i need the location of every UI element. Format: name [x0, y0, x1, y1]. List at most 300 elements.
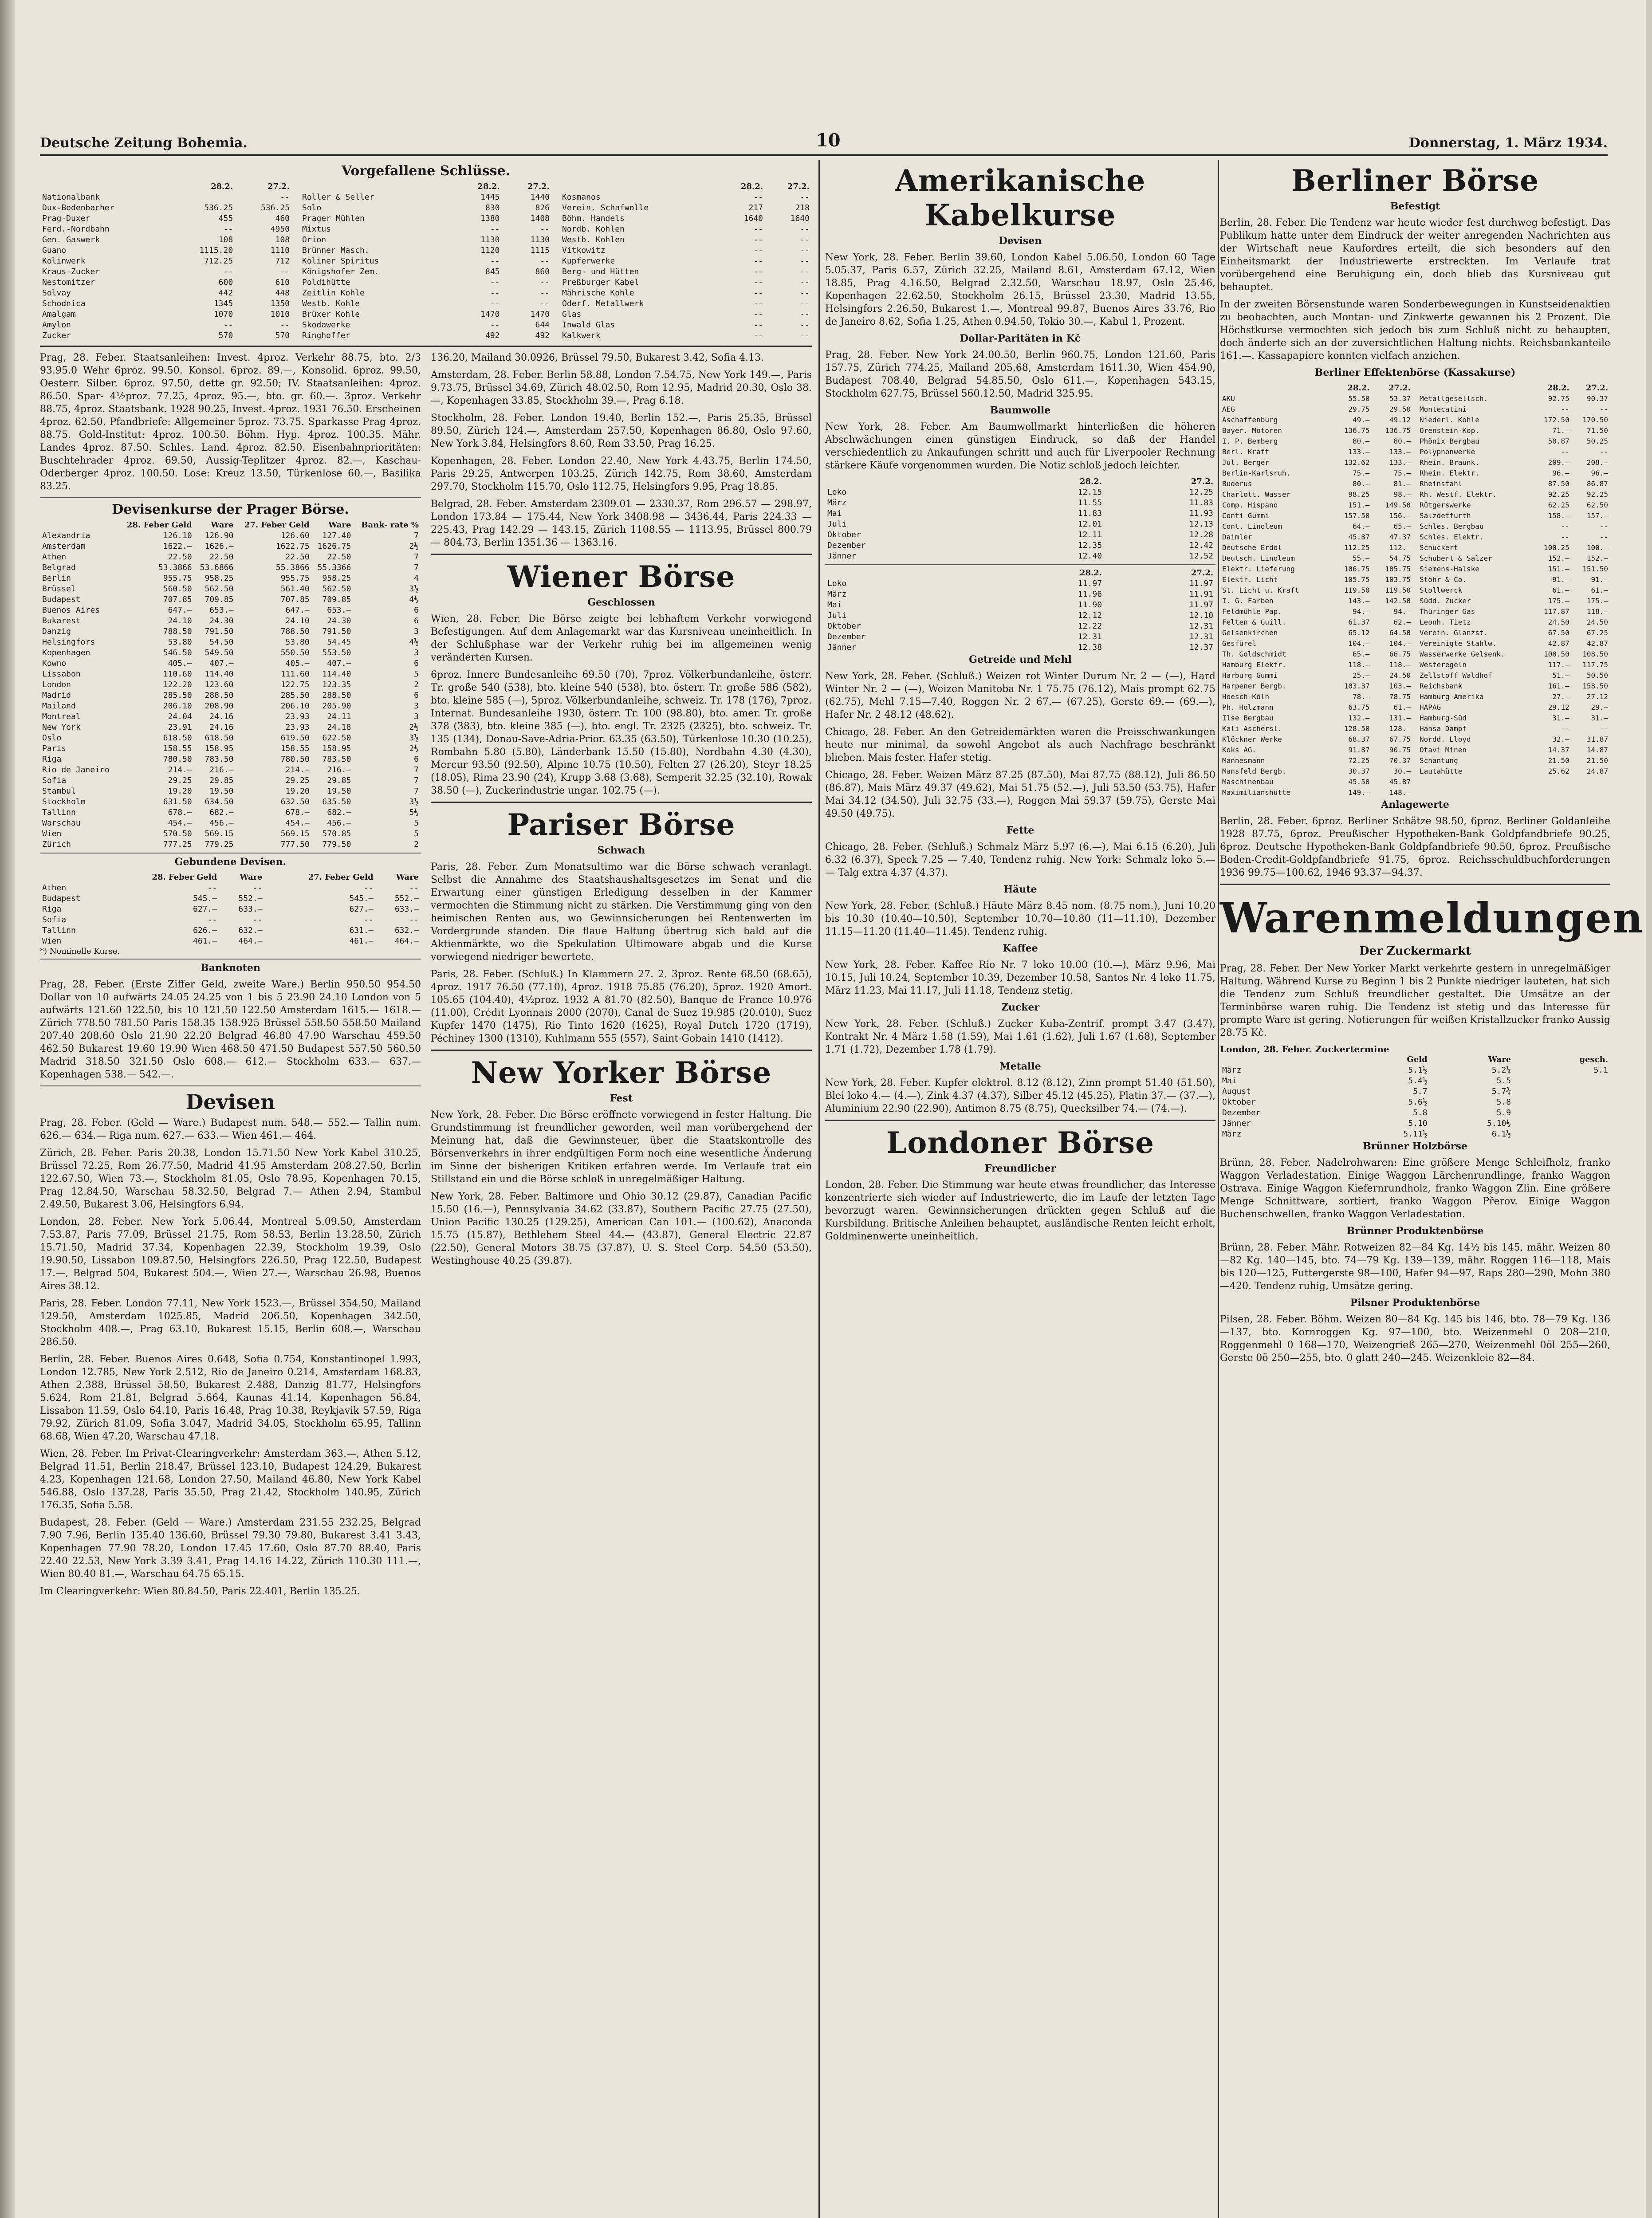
article-text: Paris, 28. Feber. London 77.11, New York 1523.—, Brüssel 354.50, Mailand 129.50, Amsterdam 1025.85, Madrid 206.50, Kopenhagen 342.50, Stockholm 408.—, Prag 63.10, Bukarest 15.15, Berlin 608.—, Warschau 286.50.: [40, 1298, 421, 1348]
table-cell: 133.—: [1389, 458, 1411, 467]
table-row: [40, 904, 421, 915]
effekten-tables: [1220, 383, 1610, 798]
table-row: [825, 530, 1215, 540]
article-text: Paris, 28. Feber. Zum Monatsultimo war die Börse schwach veranlagt. Selbst die Annahme des Staatshaushaltsgesetzes im Senat und die Erwartung einer günstigen Erledigung desselben in der Kammer vermochten die Stimmung nicht zu stärken. Die Verstimmung ging von den heimischen Renten aus, wo Gewinnsicherungen bei Rentenwerten im Vordergrunde standen. Die flaue Haltung übertrug sich bald auf die Aktienmärkte, wo die Spekulation Ultimoware abgab und die Kurse vorwiegend niedriger bewertete.: [431, 861, 812, 963]
article-text: Chicago, 28. Feber. An den Getreidemärkten waren die Preisschwankungen heute nur minimal, da sowohl Angebot als auch Nachfrage beschränkt blieben. Mais fester. Hafer stetig.: [825, 727, 1215, 763]
table-cell: 208.90: [205, 701, 234, 711]
table-cell: 653.—: [209, 606, 234, 615]
section-title: New Yorker Börse: [471, 1055, 772, 1090]
table-cell: 7: [414, 776, 419, 785]
table-cell: --: [540, 224, 550, 234]
table-cell: 632.—: [238, 926, 263, 935]
table-cell: Mai: [827, 509, 842, 518]
stock-table: [1220, 383, 1413, 798]
table-row: [40, 192, 292, 203]
table-cell: 80.—: [1353, 480, 1370, 488]
table-cell: 550.50: [280, 648, 310, 657]
table-cell: 5: [414, 669, 419, 679]
table-row: [300, 192, 552, 203]
table-cell: 1130: [480, 235, 500, 244]
table-cell: 29.85: [327, 776, 351, 785]
table-cell: 90.37: [1586, 394, 1608, 403]
table-cell: 24.50: [1586, 618, 1608, 626]
table-row: [300, 235, 552, 245]
table-row: [1417, 713, 1610, 724]
article-text: New York, 28. Feber. Kupfer elektrol. 8.12 (8.12), Zinn prompt 51.40 (51.50), Blei loko 4.— (4.—), Zink 4.37 (4.37), Silber 45.12 (45.25), Platin 37.— (37.—), Aluminium 22.90 (22.90), Antimon 8.75 (8.75), Quecksilber 74.— (74.—).: [825, 1078, 1215, 1114]
table-cell: Rio de Janeiro: [42, 765, 110, 775]
table-row: [40, 626, 421, 637]
table-cell: Oktober: [827, 530, 861, 539]
table-cell: 712: [275, 256, 290, 266]
table-row: [40, 743, 421, 754]
table-row: [40, 330, 292, 341]
table-cell: 707.85: [163, 595, 192, 604]
table-row: [1220, 692, 1413, 702]
table-cell: 456.—: [209, 818, 234, 828]
table-row: [40, 839, 421, 850]
table-row: [1417, 670, 1610, 681]
table-cell: 118.—: [1348, 661, 1370, 669]
column-header: 27. Feber Geld: [308, 873, 374, 882]
table-row: [560, 288, 812, 299]
table-cell: Orion: [302, 235, 326, 244]
scan-edge-right: [1646, 0, 1652, 2218]
table-cell: 777.25: [163, 840, 192, 849]
table-cell: 1440: [530, 193, 550, 202]
table-cell: 158.95: [322, 744, 351, 753]
table-cell: 91.—: [1591, 575, 1608, 584]
table-row: [560, 245, 812, 256]
table-cell: 5.9: [1496, 1108, 1511, 1117]
table-cell: Wien: [42, 936, 62, 946]
section-title: Amerikanische Kabelkurse: [895, 163, 1146, 232]
table-cell: 4950: [270, 224, 290, 234]
table-cell: 545.—: [193, 894, 217, 903]
table-row: [825, 621, 1215, 632]
table-cell: 64.50: [1389, 629, 1411, 637]
table-cell: Niederl. Kohle: [1420, 416, 1479, 424]
table-row: [1417, 574, 1610, 585]
table-cell: Oktober: [827, 621, 861, 631]
table-cell: 1470: [480, 310, 500, 319]
table-cell: 570: [275, 331, 290, 340]
table-cell: 618.50: [163, 733, 192, 743]
article-text: Chicago, 28. Feber. Weizen März 87.25 (87.50), Mai 87.75 (88.12), Juli 86.50 (86.87), Mais März 49.37 (49.62), Mai 51.75 (52.—), Juli 53.50 (53.75), Hafer Mai 34.12 (34.50), Juli 32.75 (33.—), Roggen Mai 59.37 (59.75), Gerste Mai 49.50 (49.75).: [825, 770, 1215, 819]
article-text: Stockholm, 28. Feber. London 19.40, Berlin 152.—, Paris 25.35, Brüssel 89.50, Zürich 124.—, Amsterdam 257.50, Kopenhagen 86.80, Oslo 97.60, New York 3.84, Helsingfors 8.60, Rom 33.50, Prag 16.25.: [431, 413, 812, 449]
table-cell: Guano: [42, 246, 67, 255]
table-cell: --: [1599, 448, 1608, 456]
table-cell: --: [1561, 448, 1569, 456]
table-cell: 208.—: [1586, 458, 1608, 467]
column-header: Ware: [240, 873, 263, 882]
table-cell: Ferd.-Nordbahn: [42, 224, 110, 234]
table-cell: Orenstein-Kop.: [1420, 426, 1479, 435]
table-cell: 4½: [409, 637, 419, 647]
table-cell: 3½: [409, 797, 419, 806]
table-cell: Maschinenbau: [1222, 778, 1274, 786]
table-cell: Rütgerswerke: [1420, 501, 1471, 509]
table-cell: Alexandria: [42, 531, 90, 540]
table-cell: 54.50: [209, 637, 234, 647]
table-cell: --: [490, 256, 500, 266]
table-cell: 87.50: [1548, 480, 1569, 488]
table-header-row: [825, 476, 1215, 487]
table-cell: Oderf. Metallwerk: [562, 299, 644, 308]
section-subtitle: Devisen: [999, 235, 1042, 247]
table-row: [1220, 1076, 1610, 1086]
article-text: Berlin, 28. Feber. Die Tendenz war heute wieder fest durchweg befestigt. Das Publikum hatte unter dem Eindruck der weiter anregenden Nachrichten aus der Wirtschaft neue Kaufordres erteilt, die sich besonders auf den Einheitsmarkt der Industriewerte erstreckten. Im Verlaufe trat vorübergehend eine Beruhigung ein, doch blieb das Kursniveau gut behauptet.: [1220, 217, 1610, 293]
table-cell: --: [800, 246, 810, 255]
table-cell: 1626.—: [205, 542, 234, 551]
table-cell: Amylon: [42, 320, 71, 330]
table-cell: Juli: [827, 519, 847, 529]
section-subtitle: Zucker: [1001, 1002, 1040, 1013]
table-cell: Paris: [42, 744, 67, 753]
section-subtitle: Gebundene Devisen.: [174, 856, 287, 868]
table-row: [825, 540, 1215, 551]
table-row: [300, 203, 552, 213]
table-cell: 627.—: [349, 905, 374, 914]
article-text: New York, 28. Feber. Kaffee Rio Nr. 7 loko 10.00 (10.—), März 9.96, Mai 10.15, Juli 10.24, September 10.39, Dezember 10.58, Santos Nr. 4 loko 11.75, März 11.23, Mai 11.17, Juli 11.18, Tendenz stetig.: [825, 960, 1215, 996]
table-cell: Brünner Masch.: [302, 246, 370, 255]
table-cell: [1513, 1129, 1610, 1140]
table-row: [825, 498, 1215, 508]
table-cell: 570.85: [322, 829, 351, 838]
table-cell: 29.12: [1548, 703, 1569, 712]
quote-table: [300, 181, 552, 341]
table-cell: 112.—: [1389, 543, 1411, 552]
table-cell: Schuckert: [1420, 543, 1458, 552]
table-row: [40, 733, 421, 743]
table-cell: 19.20: [168, 787, 192, 796]
column-header: Geld: [1407, 1055, 1428, 1064]
table-row: [1417, 468, 1610, 479]
table-cell: Westeregeln: [1420, 661, 1467, 669]
column-header: 28.2.: [1079, 568, 1102, 578]
table-cell: 148.—: [1389, 788, 1411, 797]
section-subtitle: Banknoten: [201, 962, 260, 974]
table-cell: Budapest: [42, 595, 81, 604]
table-cell: 288.50: [322, 691, 351, 700]
table-cell: Dezember: [827, 541, 866, 550]
table-cell: Jänner: [827, 551, 857, 561]
table-row: [1220, 1097, 1610, 1108]
table-cell: Koliner Spiritus: [302, 256, 379, 266]
table-cell: 49.—: [1353, 416, 1370, 424]
table-cell: 106.75: [1344, 565, 1370, 573]
table-cell: 830: [485, 203, 500, 212]
table-cell: Amsterdam: [42, 542, 86, 551]
table-cell: 61.—: [1393, 703, 1411, 712]
table-row: [1220, 755, 1413, 766]
table-cell: 682.—: [209, 808, 234, 817]
table-row: [1220, 468, 1413, 479]
table-cell: 24.16: [209, 723, 234, 732]
table-cell: --: [753, 224, 763, 234]
table-cell: 100.—: [1586, 543, 1608, 552]
table-cell: Schubert & Salzer: [1420, 554, 1492, 562]
table-cell: 626.—: [193, 926, 217, 935]
table-cell: 7: [414, 531, 419, 540]
table-row: [1220, 766, 1413, 777]
table-cell: Amalgam: [42, 310, 76, 319]
table-row: [40, 765, 421, 775]
table-cell: 549.50: [205, 648, 234, 657]
table-row: [40, 648, 421, 658]
table-cell: --: [1561, 724, 1569, 733]
table-cell: 2: [414, 680, 419, 689]
table-cell: 91.87: [1348, 746, 1370, 754]
table-row: [1417, 511, 1610, 521]
table-cell: 78.—: [1353, 692, 1370, 701]
table-cell: 460: [275, 214, 290, 223]
table-cell: Thüringer Gas: [1420, 607, 1475, 616]
table-row: [40, 936, 421, 947]
table-row: [560, 224, 812, 235]
table-cell: Buderus: [1222, 480, 1252, 488]
table-cell: Wasserwerke Gelsenk.: [1420, 650, 1505, 658]
table-cell: 117.75: [1582, 661, 1608, 669]
table-row: [300, 320, 552, 330]
table-cell: 653.—: [327, 606, 351, 615]
table-cell: 464.—: [394, 936, 419, 946]
column-header: [1220, 1054, 1346, 1065]
table-cell: Westb. Kohlen: [562, 235, 625, 244]
table-cell: Tallinn: [42, 926, 76, 935]
table-cell: 53.37: [1389, 394, 1411, 403]
article-text: Prag, 28. Feber. Der New Yorker Markt verkehrte gestern in unregelmäßiger Haltung. Während Kurse zu Beginn 1 bis 2 Punkte niedriger lauteten, hat sich die Tendenz zum Schluß freundlicher gestaltet. Die Umsätze an der Terminbörse waren ruhig. Die Tendenz ist stetig und das Interesse für prompte Ware ist gering. Notierungen für weißen Kristallzucker franko Aussig 28.75 Kč.: [1220, 963, 1610, 1038]
table-label: London, 28. Feber. Zuckertermine: [1220, 1044, 1389, 1054]
table-cell: 42.87: [1586, 639, 1608, 648]
table-cell: 1345: [213, 299, 233, 308]
table-cell: 536.25: [260, 203, 290, 212]
table-row: [1417, 649, 1610, 660]
table-cell: Athen: [42, 883, 67, 893]
table-cell: 30.37: [1348, 767, 1370, 775]
table-cell: 45.50: [1348, 778, 1370, 786]
table-cell: 569.15: [205, 829, 234, 838]
divider: [825, 564, 1215, 565]
table-header-row: [1220, 383, 1413, 393]
table-cell: 2: [414, 840, 419, 849]
article-text: Prag, 28. Feber. Staatsanleihen: Invest. 4proz. Verkehr 88.75, bto. 2/3 93.95.0 Wehr 6proz. 99.50. Konsol. 6proz. 89.—, Konsolid. 6proz. 99.50, Oesterr. Silber. 6proz. 97.50, dette gr. 92.50; IV. Staatsanleihen: 4proz. 86.50. Spar- 4½proz. 77.25, 4proz. 95.—, bto. gr. 60.—. 3proz. Verkehr 88.75, 4proz. Staatsbank. 1928 90.25, Invest. 4proz. 1931 76.50. Erscheinen 4proz. 62.50. Pfandbriefe: Allgemeiner 5proz. 73.75. Sparkasse Prag 4proz. 88.75. Gold-Institut: 4proz. 100.50. Böhm. Hyp. 4proz. 100.35. Mähr. Landes 4proz. 87.50. Schles. Land. 4proz. 82.50. Eisenbahnprioritäten: Buschtehrader 4proz. 69.50, Aussig-Teplitzer 4proz. 82.—, Kaschau-Oderberger 4proz. 100.50. Lose: Kreuz 13.50, Türkenlose 60.—, Basilika 83.25.: [40, 352, 421, 492]
table-row: [40, 235, 292, 245]
section-subtitle: Kaffee: [1003, 943, 1038, 954]
table-cell: Zucker: [42, 331, 71, 340]
column-header: Ware: [211, 520, 234, 530]
table-row: [1417, 543, 1610, 553]
table-cell: 1115: [530, 246, 550, 255]
table-cell: 631.—: [349, 926, 374, 935]
table-cell: 464.—: [238, 936, 263, 946]
table-cell: Koks AG.: [1222, 746, 1257, 754]
table-row: [40, 573, 421, 584]
table-cell: --: [800, 256, 810, 266]
table-cell: 108.50: [1582, 650, 1608, 658]
table-cell: Brüxer Kohle: [302, 310, 360, 319]
table-row: [1417, 393, 1610, 404]
table-cell: 63.75: [1348, 703, 1370, 712]
table-row: [40, 267, 292, 277]
table-row: [560, 256, 812, 267]
table-cell: 407.—: [209, 659, 234, 668]
table-cell: 618.50: [205, 733, 234, 743]
table-cell: 151.—: [1348, 501, 1370, 509]
table-row: [40, 637, 421, 648]
table-cell: Nestomitzer: [42, 278, 95, 287]
table-row: [1220, 596, 1413, 606]
table-cell: Berl. Kraft: [1222, 448, 1269, 456]
table-cell: Budapest: [42, 894, 81, 903]
table-cell: Tallinn: [42, 808, 76, 817]
table-cell: 158.95: [205, 744, 234, 753]
table-row: [40, 775, 421, 786]
table-row: [40, 552, 421, 562]
table-cell: 3½: [409, 584, 419, 594]
table-row: [1220, 393, 1413, 404]
table-row: [1417, 521, 1610, 532]
table-cell: Kopenhagen: [42, 648, 90, 657]
table-cell: --: [753, 310, 763, 319]
table-cell: Maximilianshütte: [1222, 788, 1291, 797]
table-cell: 1622.75: [275, 542, 310, 551]
table-cell: Belgrad: [42, 563, 76, 572]
table-cell: 647.—: [168, 606, 192, 615]
table-cell: 126.90: [205, 531, 234, 540]
table-cell: 65.—: [1393, 522, 1411, 531]
divider: [40, 959, 421, 960]
table-cell: 536.25: [204, 203, 233, 212]
table-cell: 24.50: [1548, 618, 1569, 626]
table-cell: 1626.75: [317, 542, 351, 551]
table-row: [825, 519, 1215, 530]
table-cell: 170.50: [1582, 416, 1608, 424]
table-cell: 4½: [409, 595, 419, 604]
column-header: [40, 872, 108, 883]
table-cell: --: [223, 224, 233, 234]
table-row: [300, 309, 552, 320]
table-cell: 27.—: [1552, 692, 1569, 701]
table-cell: 5.8: [1413, 1108, 1428, 1117]
table-cell: 29.25: [168, 776, 192, 785]
table-row: [300, 330, 552, 341]
article-text: Pilsen, 28. Feber. Böhm. Weizen 80—84 Kg. 145 bis 146, bto. 78—79 Kg. 136—137, bto. Kornroggen Kg. 97—100, bto. Weizenmehl 0 208—210, Roggenmehl 0 168—170, Weizengrieß 265—270, Weizenmehl 0öl 255—260, Gerste 0ö 250—255, bto. 0 glatt 240—245. Weizenkleie 82—84.: [1220, 1314, 1610, 1364]
table-cell: 128.—: [1389, 724, 1411, 733]
table-cell: 24.11: [327, 712, 351, 721]
table-cell: 98.25: [1348, 490, 1370, 499]
column-header: 28.2.: [211, 182, 233, 191]
table-cell: --: [753, 320, 763, 330]
table-cell: 24.04: [168, 712, 192, 721]
two-column-block: [40, 351, 812, 1602]
section-subtitle: Schwach: [597, 845, 645, 856]
table-cell: --: [490, 278, 500, 287]
column-header: 28. Feber Geld: [152, 873, 217, 882]
table-cell: 627.—: [193, 905, 217, 914]
table-cell: --: [1599, 522, 1608, 531]
table-cell: Vitkowitz: [562, 246, 606, 255]
table-cell: 6: [414, 659, 419, 668]
table-cell: Reichsbank: [1420, 682, 1463, 690]
table-row: [40, 213, 292, 224]
table-cell: Jänner: [1222, 1119, 1251, 1128]
table-row: [40, 562, 421, 573]
stock-table: [1417, 383, 1610, 777]
table-cell: 133.—: [1389, 448, 1411, 456]
table-cell: --: [800, 331, 810, 340]
table-row: [560, 192, 812, 203]
table-row: [1417, 638, 1610, 649]
table-cell: 67.75: [1389, 735, 1411, 743]
table-cell: 12.28: [1189, 530, 1213, 539]
column-header: 28.2.: [1347, 383, 1370, 393]
table-cell: 54.45: [327, 637, 351, 647]
article-text: 136.20, Mailand 30.0926, Brüssel 79.50, Bukarest 3.42, Sofia 4.13.: [431, 352, 764, 363]
table-cell: Berlin: [42, 574, 71, 583]
article-text: Prag, 28. Feber. (Erste Ziffer Geld, zweite Ware.) Berlin 950.50 954.50 Dollar von 10 aufwärts 24.05 24.25 von 1 bis 5 23.90 24.10 London von 5 aufwärts 121.60 122.50, bis 10 121.50 122.50 Amsterdam 1615.— 1618.— Zürich 778.50 781.50 Paris 158.35 158.925 Brüssel 558.50 558.50 Mailand 207.40 208.60 Oslo 21.90 22.20 Belgrad 46.80 47.90 Warschau 459.50 462.50 Bukarest 19.60 19.90 Wien 468.50 471.50 Budapest 557.50 560.50 Madrid 318.50 321.50 Oslo 608.— 612.— Stockholm 633.— 637.— Kopenhagen 538.— 542.—.: [40, 979, 421, 1080]
table-row: [1220, 777, 1413, 787]
table-cell: 5.10: [1408, 1119, 1428, 1128]
column-header: [40, 181, 170, 192]
table-cell: 5.11½: [1403, 1129, 1428, 1139]
table-cell: März: [827, 498, 847, 507]
table-cell: --: [252, 883, 263, 893]
table-cell: 132.62: [1344, 458, 1370, 467]
table-cell: 788.50: [163, 627, 192, 636]
table-cell: 53.80: [168, 637, 192, 647]
table-cell: 64.—: [1353, 522, 1370, 531]
table-cell: I. G. Farben: [1222, 597, 1274, 605]
column-header: gesch.: [1579, 1055, 1608, 1064]
table-cell: Westb. Kohle: [302, 299, 360, 308]
table-row: [1417, 415, 1610, 425]
table-cell: --: [280, 193, 290, 202]
table-cell: 5.10½: [1487, 1119, 1511, 1128]
table-cell: 214.—: [168, 765, 192, 775]
table-cell: Schles. Elektr.: [1420, 533, 1484, 541]
table-cell: 24.30: [209, 616, 234, 625]
table-cell: 11.97: [1078, 579, 1102, 588]
column-header: 28.2.: [477, 182, 500, 191]
table-cell: AEG: [1222, 405, 1235, 413]
table-cell: 12.31: [1189, 632, 1213, 641]
table-cell: 788.50: [280, 627, 310, 636]
table-cell: 1110: [270, 246, 290, 255]
table-cell: [1513, 1086, 1610, 1097]
table-cell: --: [490, 288, 500, 298]
section-subtitle: Brünner Holzbörse: [1363, 1140, 1467, 1152]
table-cell: 126.10: [163, 531, 192, 540]
table-cell: 779.25: [205, 840, 234, 849]
table-cell: 6: [414, 755, 419, 764]
table-cell: 456.—: [327, 818, 351, 828]
cotton-table: [825, 476, 1215, 562]
table-cell: 96.—: [1552, 469, 1569, 477]
table-cell: 709.85: [322, 595, 351, 604]
table-cell: --: [800, 224, 810, 234]
table-cell: 631.50: [163, 797, 192, 806]
table-cell: Vereinigte Stahlw.: [1420, 639, 1497, 648]
divider: [825, 1120, 1215, 1121]
sugar-table: [1220, 1054, 1610, 1140]
table-cell: Stöhr & Co.: [1420, 575, 1467, 584]
table-cell: 707.85: [280, 595, 310, 604]
table-cell: --: [753, 256, 763, 266]
column-header: 27.2.: [267, 182, 290, 191]
table-cell: 561.40: [280, 584, 310, 594]
table-cell: Metallgesellsch.: [1420, 394, 1488, 403]
table-cell: 12.31: [1189, 621, 1213, 631]
